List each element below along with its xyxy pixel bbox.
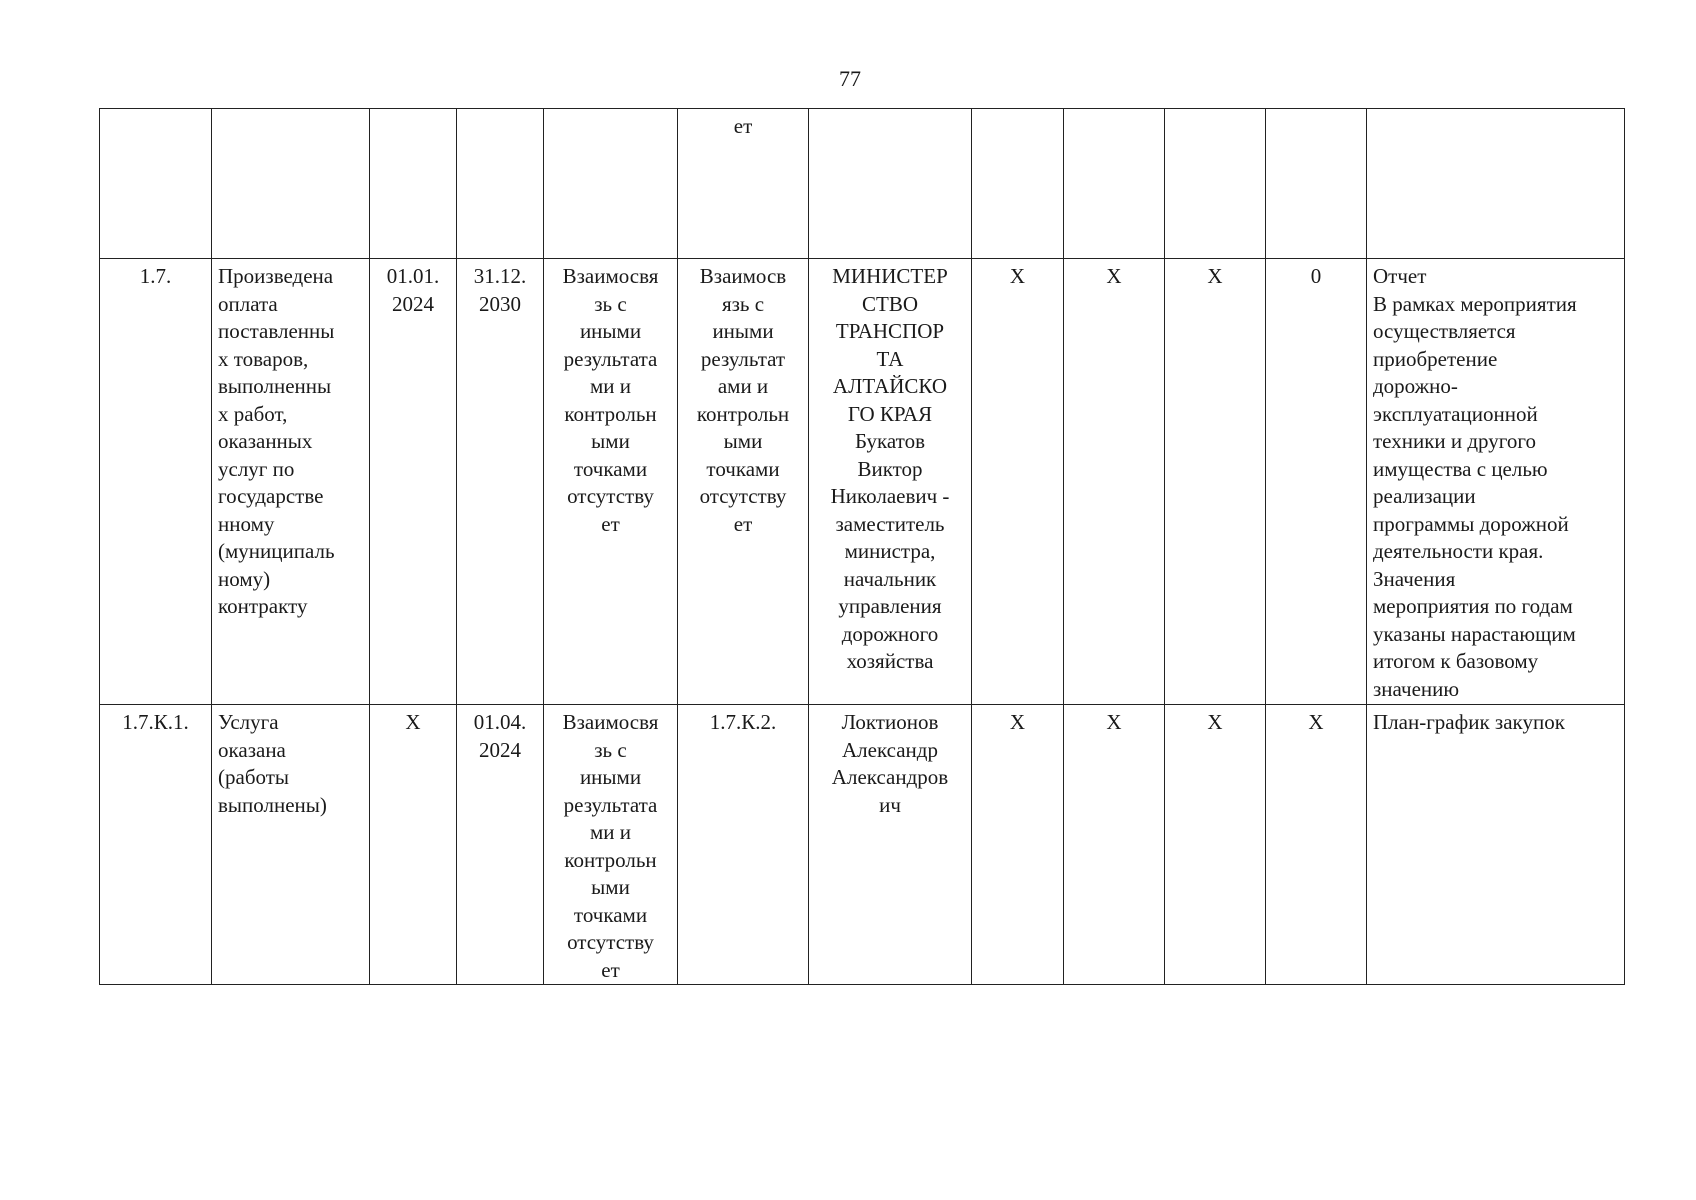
cell-value-1: X [972,259,1064,705]
cell-name: Услуга оказана (работы выполнены) [212,705,370,985]
cell-num: 1.7. [100,259,212,705]
cell-value-2 [1064,109,1165,259]
table-row-continuation [100,109,1625,259]
cell-responsible [809,109,972,259]
cell-num [100,109,212,259]
cell-value-2: X [1064,705,1165,985]
cell-info [1367,109,1625,259]
cell-value-4 [1266,109,1367,259]
cell-start-date [370,109,457,259]
cell-successor: ет [678,109,809,259]
cell-name: Произведена оплата поставленны х товаров, выполненны х работ, оказанных услуг по государстве нному (муниципаль ному) контракту [212,259,370,705]
cell-end-date: 31.12. 2030 [457,259,544,705]
cell-info: План-график закупок [1367,705,1625,985]
cell-end-date: 01.04. 2024 [457,705,544,985]
cell-value-2: X [1064,259,1165,705]
cell-predecessor: Взаимосвя зь с иными результата ми и контрольн ыми точками отсутству ет [544,259,678,705]
cell-responsible: МИНИСТЕР СТВО ТРАНСПОР ТА АЛТАЙСКО ГО КРАЯ Букатов Виктор Николаевич - заместитель министра, начальник управления дорожного хозяйства [809,259,972,705]
cell-name [212,109,370,259]
table-row [100,705,1625,985]
cell-value-4: X [1266,705,1367,985]
cell-successor: 1.7.К.2. [678,705,809,985]
cell-value-1: X [972,705,1064,985]
table-row [100,259,1625,705]
cell-value-3 [1165,109,1266,259]
cell-end-date [457,109,544,259]
cell-predecessor [544,109,678,259]
cell-responsible: Локтионов Александр Александров ич [809,705,972,985]
page-number: 77 [839,66,861,91]
cell-value-3: X [1165,259,1266,705]
cell-info: Отчет В рамках мероприятия осуществляется приобретение дорожно- эксплуатационной техники и другого имущества с целью реализации программы дорожной деятельности края. Значения мероприятия по годам указаны нарастающим итогом к базовому значению [1367,259,1625,705]
cell-successor: Взаимосв язь с иными результат ами и контрольн ыми точками отсутству ет [678,259,809,705]
cell-start-date: 01.01. 2024 [370,259,457,705]
cell-value-4: 0 [1266,259,1367,705]
cell-predecessor: Взаимосвя зь с иными результата ми и контрольн ыми точками отсутству ет [544,705,678,985]
cell-value-3: X [1165,705,1266,985]
plan-table [99,108,1625,985]
cell-start-date: X [370,705,457,985]
cell-value-1 [972,109,1064,259]
cell-num: 1.7.К.1. [100,705,212,985]
